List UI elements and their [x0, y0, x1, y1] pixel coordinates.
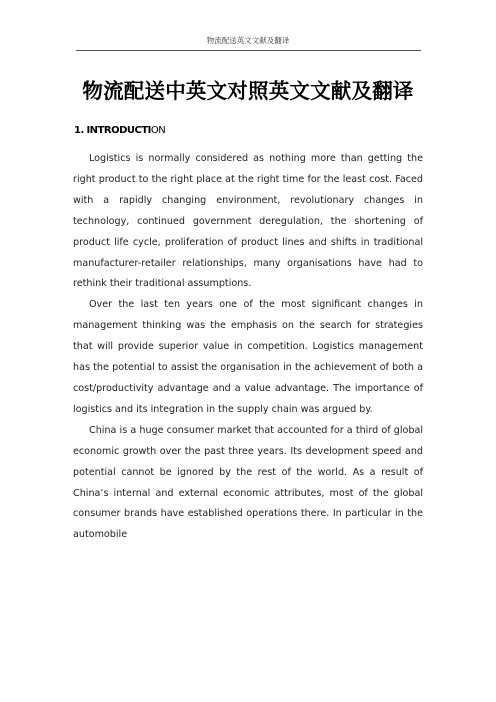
section-number: 1. [74, 125, 84, 136]
running-header: 物流配送英文文献及翻译 [206, 36, 290, 45]
document-title: 物流配送中英文对照英文文献及翻译 [82, 79, 414, 103]
body-text [73, 149, 423, 546]
section-title-tail: ON [150, 125, 166, 136]
section-title-bold: INTRODUCTI [86, 125, 151, 136]
header-divider [76, 50, 421, 51]
paragraph: Logistics is normally considered as nothing more than getting the right product to the right place at the right time for the least cost. Faced with a rapidly changing environment, revolutionary changes in technology, continued government deregulation, the shortening of product life cycle, proliferation of product lines and shifts in traditional manufacturer-retailer relationships, many organisations have had to rethink their traditional assumptions. [73, 153, 423, 290]
paragraph: China is a huge consumer market that accounted for a third of global economic growth over the past three years. Its development speed and potential cannot be ignored by the rest of the world. As a result of China’s internal and external economic attributes, most of the global consumer brands have established operations there. In particular in the automobile [73, 424, 423, 541]
section-heading [74, 124, 165, 138]
paragraph: Over the last ten years one of the most significant changes in management thinking was the emphasis on the search for strategies that will provide superior value in competition. Logistics management has the potential to assist the organisation in the achievement of both a cost/productivity advantage and a value advantage. The importance of logistics and its integration in the supply chain was argued by. [73, 299, 423, 415]
